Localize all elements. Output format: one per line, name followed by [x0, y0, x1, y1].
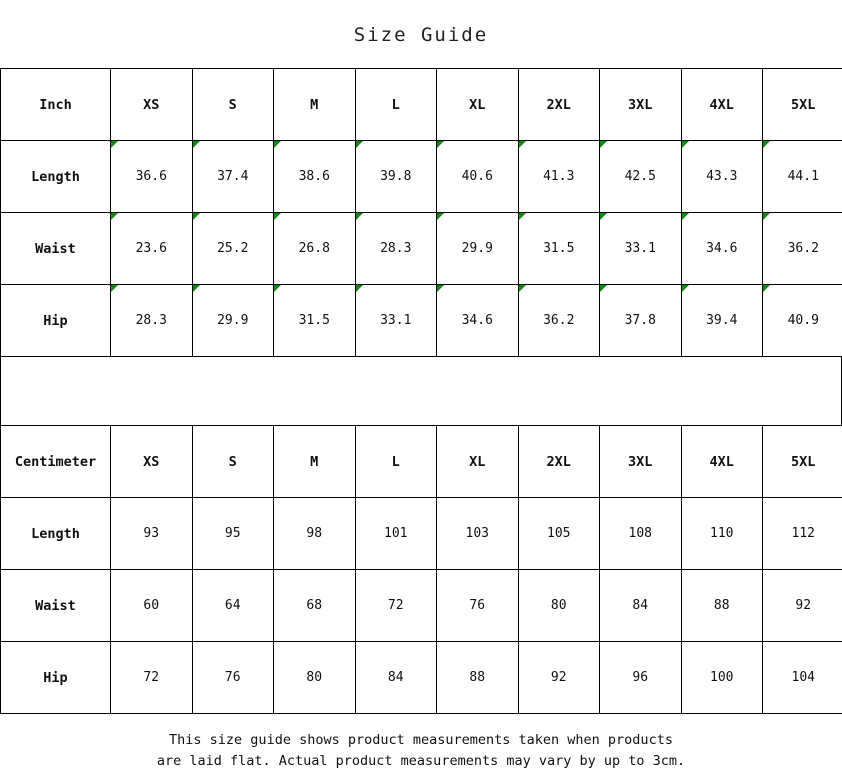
footer-line-2: are laid flat. Actual product measurements may vary by up to 3cm. [0, 751, 842, 772]
size-header-m: M [274, 426, 356, 498]
size-header-2xl: 2XL [518, 426, 600, 498]
table-row [1, 213, 842, 285]
cell-hip-m: 31.5 [274, 285, 356, 357]
size-header-3xl: 3XL [600, 69, 682, 141]
size-header-l: L [355, 69, 437, 141]
cell-hip-xs: 28.3 [111, 285, 193, 357]
cell-waist-4xl: 34.6 [681, 213, 763, 285]
cell-length-xs: 93 [111, 498, 193, 570]
cell-length-l: 101 [355, 498, 437, 570]
size-header-m: M [274, 69, 356, 141]
size-header-xs: XS [111, 69, 193, 141]
cell-length-m: 38.6 [274, 141, 356, 213]
cell-waist-l: 72 [355, 570, 437, 642]
cell-waist-s: 64 [192, 570, 274, 642]
table-row [1, 141, 842, 213]
cell-waist-xs: 23.6 [111, 213, 193, 285]
footer-note [0, 714, 842, 772]
cell-hip-5xl: 104 [763, 642, 842, 714]
cell-waist-xl: 29.9 [437, 213, 519, 285]
cell-waist-3xl: 33.1 [600, 213, 682, 285]
table-row [1, 498, 842, 570]
cell-length-3xl: 42.5 [600, 141, 682, 213]
cell-hip-xl: 34.6 [437, 285, 519, 357]
cell-hip-3xl: 37.8 [600, 285, 682, 357]
size-table-centimeter [0, 425, 842, 714]
cell-hip-4xl: 39.4 [681, 285, 763, 357]
cell-length-m: 98 [274, 498, 356, 570]
row-label-length: Length [1, 498, 111, 570]
cell-length-l: 39.8 [355, 141, 437, 213]
cell-waist-s: 25.2 [192, 213, 274, 285]
cell-hip-s: 29.9 [192, 285, 274, 357]
cell-hip-xs: 72 [111, 642, 193, 714]
cell-hip-5xl: 40.9 [763, 285, 842, 357]
size-header-xl: XL [437, 426, 519, 498]
cell-length-5xl: 44.1 [763, 141, 842, 213]
page-title: Size Guide [0, 0, 842, 68]
unit-header-inch: Inch [1, 69, 111, 141]
table-gap-spacer [0, 357, 842, 425]
size-header-s: S [192, 426, 274, 498]
cell-hip-3xl: 96 [600, 642, 682, 714]
size-header-s: S [192, 69, 274, 141]
cell-length-2xl: 105 [518, 498, 600, 570]
table-row [1, 570, 842, 642]
table-row [1, 642, 842, 714]
row-label-waist: Waist [1, 213, 111, 285]
row-label-waist: Waist [1, 570, 111, 642]
cell-hip-l: 84 [355, 642, 437, 714]
cell-waist-4xl: 88 [681, 570, 763, 642]
cell-hip-4xl: 100 [681, 642, 763, 714]
size-header-3xl: 3XL [600, 426, 682, 498]
cell-hip-m: 80 [274, 642, 356, 714]
cell-length-s: 37.4 [192, 141, 274, 213]
size-header-2xl: 2XL [518, 69, 600, 141]
cell-hip-s: 76 [192, 642, 274, 714]
table-header-row [1, 69, 842, 141]
cell-waist-l: 28.3 [355, 213, 437, 285]
cell-length-xl: 103 [437, 498, 519, 570]
size-header-4xl: 4XL [681, 426, 763, 498]
unit-header-centimeter: Centimeter [1, 426, 111, 498]
row-label-hip: Hip [1, 642, 111, 714]
cell-length-xs: 36.6 [111, 141, 193, 213]
cell-length-4xl: 43.3 [681, 141, 763, 213]
table-header-row [1, 426, 842, 498]
cell-waist-xs: 60 [111, 570, 193, 642]
size-header-5xl: 5XL [763, 426, 842, 498]
cell-hip-l: 33.1 [355, 285, 437, 357]
size-header-5xl: 5XL [763, 69, 842, 141]
cell-length-xl: 40.6 [437, 141, 519, 213]
size-header-l: L [355, 426, 437, 498]
cell-length-4xl: 110 [681, 498, 763, 570]
row-label-length: Length [1, 141, 111, 213]
cell-hip-2xl: 92 [518, 642, 600, 714]
cell-waist-2xl: 80 [518, 570, 600, 642]
cell-waist-2xl: 31.5 [518, 213, 600, 285]
row-label-hip: Hip [1, 285, 111, 357]
cell-length-3xl: 108 [600, 498, 682, 570]
cell-length-s: 95 [192, 498, 274, 570]
cell-waist-m: 26.8 [274, 213, 356, 285]
size-table-inch [0, 68, 842, 357]
size-header-xs: XS [111, 426, 193, 498]
cell-waist-m: 68 [274, 570, 356, 642]
cell-hip-xl: 88 [437, 642, 519, 714]
cell-waist-5xl: 92 [763, 570, 842, 642]
cell-waist-3xl: 84 [600, 570, 682, 642]
cell-length-5xl: 112 [763, 498, 842, 570]
size-header-4xl: 4XL [681, 69, 763, 141]
table-row [1, 285, 842, 357]
cell-hip-2xl: 36.2 [518, 285, 600, 357]
cell-waist-5xl: 36.2 [763, 213, 842, 285]
footer-line-1: This size guide shows product measurements taken when products [0, 730, 842, 751]
cell-waist-xl: 76 [437, 570, 519, 642]
size-header-xl: XL [437, 69, 519, 141]
cell-length-2xl: 41.3 [518, 141, 600, 213]
